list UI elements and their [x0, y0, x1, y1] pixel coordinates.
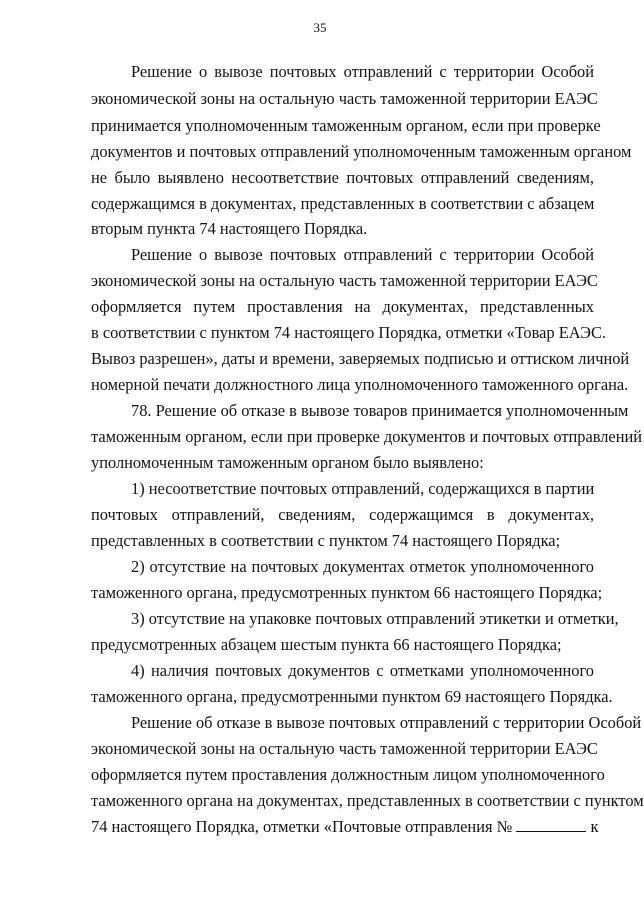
text-line: 1) несоответствие почтовых отправлений, содержащихся в партии [131, 479, 595, 498]
text-line: таможенного органа, предусмотренных пунктом 66 настоящего Порядка; [91, 583, 603, 602]
text-line: оформляется путем проставления на документах, представленных [91, 297, 594, 316]
text-line: Решение об отказе в вывозе почтовых отправлений с территории Особой [131, 713, 642, 732]
text-line: Вывоз разрешен», даты и времени, заверяемых подписью и оттиском личной [91, 349, 630, 368]
text-line-with-blank [91, 817, 599, 837]
text-fragment: к [590, 817, 599, 836]
text-line: таможенным органом, если при проверке документов и почтовых отправлений [91, 427, 643, 446]
text-line: таможенного органа на документах, представленных в соответствии с пунктом [91, 791, 644, 810]
text-line: номерной печати должностного лица уполномоченного таможенного органа. [91, 375, 629, 394]
text-line: экономической зоны на остальную часть таможенной территории ЕАЭС [91, 89, 598, 108]
page-number: 35 [313, 20, 327, 35]
text-line: предусмотренных абзацем шестым пункта 66 настоящего Порядка; [91, 635, 562, 654]
blank-field-line [516, 817, 586, 832]
text-line: Решение о вывозе почтовых отправлений с территории Особой [131, 245, 594, 264]
text-line: принимается уполномоченным таможенным органом, если при проверке [91, 116, 601, 135]
text-line: 3) отсутствие на упаковке почтовых отправлений этикетки и отметки, [131, 609, 619, 628]
text-line: 78. Решение об отказе в вывозе товаров принимается уполномоченным [131, 401, 629, 420]
text-line: документов и почтовых отправлений уполномоченным таможенным органом [91, 142, 632, 161]
text-line: представленных в соответствии с пунктом 74 настоящего Порядка; [91, 531, 561, 550]
text-line: экономической зоны на остальную часть таможенной территории ЕАЭС [91, 271, 598, 290]
text-line: в соответствии с пунктом 74 настоящего Порядка, отметки «Товар ЕАЭС. [91, 323, 607, 342]
text-fragment: 74 настоящего Порядка, отметки «Почтовые отправления № [91, 817, 513, 836]
text-line: экономической зоны на остальную часть таможенной территории ЕАЭС [91, 739, 598, 758]
text-line: уполномоченным таможенным органом было выявлено: [91, 453, 484, 472]
text-line: таможенного органа, предусмотренными пунктом 69 настоящего Порядка. [91, 687, 613, 706]
text-line: 2) отсутствие на почтовых документах отметок уполномоченного [131, 557, 594, 576]
text-line: содержащимся в документах, представленных в соответствии с абзацем [91, 194, 595, 213]
text-line: вторым пункта 74 настоящего Порядка. [91, 219, 368, 238]
text-line: почтовых отправлений, сведениям, содержащимся в документах, [91, 505, 594, 524]
text-line: 4) наличия почтовых документов с отметками уполномоченного [131, 661, 594, 680]
text-line: не было выявлено несоответствие почтовых отправлений сведениям, [91, 168, 594, 187]
text-line: Решение о вывозе почтовых отправлений с территории Особой [131, 62, 594, 81]
text-line: оформляется путем проставления должностным лицом уполномоченного [91, 765, 605, 784]
